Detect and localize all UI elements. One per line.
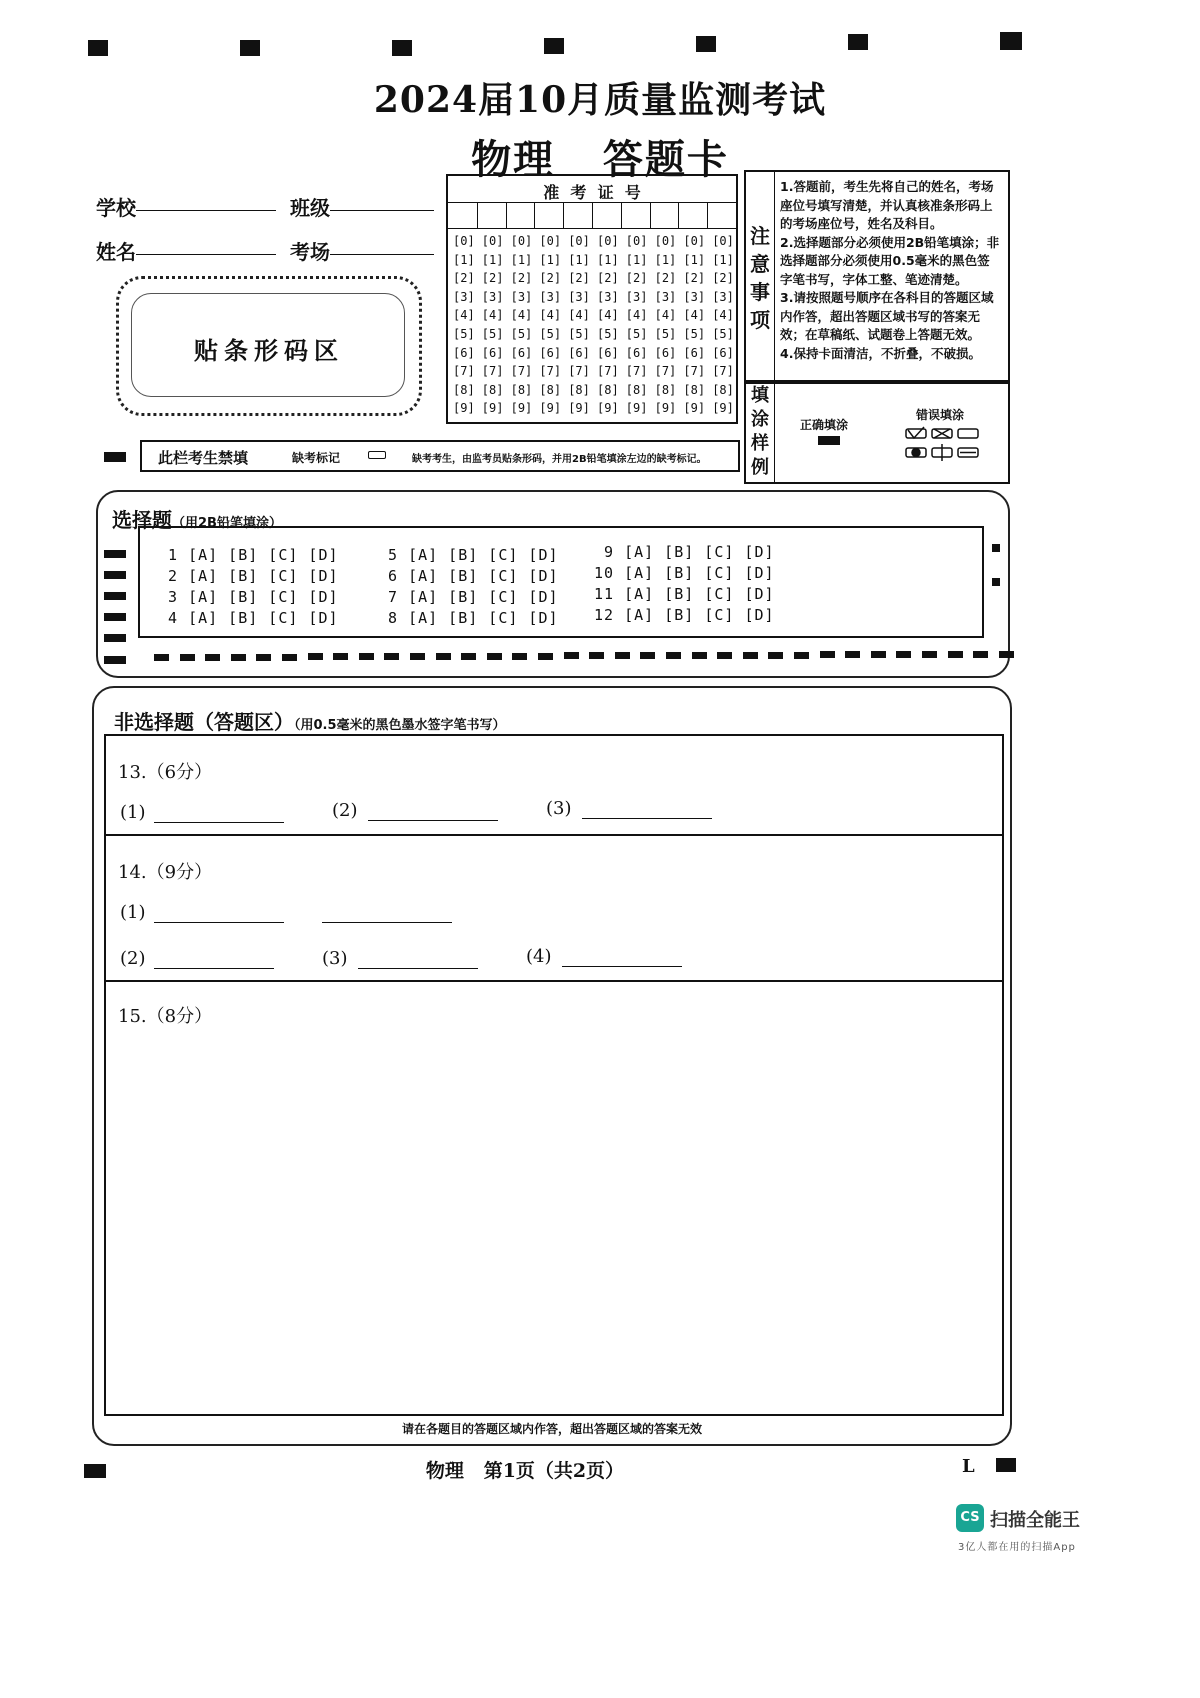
admission-column-divider [477,202,478,228]
admission-digit-bubble[interactable]: [9] [597,401,619,416]
admission-digit-bubble[interactable]: [8] [712,382,734,397]
timing-dash [256,654,271,661]
timing-dash [743,652,758,659]
admission-digit-bubble[interactable]: [2] [510,271,533,286]
admission-digit-bubble[interactable]: [6] [510,345,533,360]
correct-fill-label: 正确填涂 [800,418,849,432]
admission-digit-bubble[interactable]: [3] [625,289,648,304]
fill-side-divider [774,382,775,482]
timing-mark [104,550,126,558]
admission-digit-bubble[interactable]: [5] [625,327,648,341]
admission-digit-bubble[interactable]: [6] [625,345,648,360]
scanner-brand: 扫描全能王 [990,1510,1080,1531]
footer-corner-letter: L [962,1456,975,1477]
admission-digit-bubble[interactable]: [8] [510,382,533,397]
mc-question-row[interactable] [594,606,775,624]
admission-digit-bubble[interactable]: [5] [568,327,590,341]
admission-digit-bubble[interactable]: [0] [481,234,504,248]
admission-digit-bubble[interactable]: [9] [453,401,475,416]
q13-part-3-line[interactable] [582,818,712,819]
field-room-label: 考场 [290,240,330,264]
admission-digit-bubble[interactable]: [3] [597,289,619,304]
timing-mark [992,578,1000,586]
mc-option-bubbles[interactable]: [A] [B] [C] [D] [408,588,559,606]
admission-digit-bubble[interactable]: [9] [481,401,504,416]
admission-column-divider [563,202,564,228]
admission-digit-bubble[interactable]: [0] [654,234,677,248]
admission-digit-bubble[interactable]: [1] [625,252,648,267]
admission-digit-bubble[interactable]: [6] [568,345,590,360]
admission-digit-bubble[interactable]: [4] [625,308,648,323]
admission-digit-bubble[interactable]: [8] [625,382,648,397]
timing-dash [436,653,451,660]
timing-mark [104,656,126,664]
q13-part-1-label: (1) [120,802,146,823]
timing-dash [615,652,630,659]
admission-title: 准 考 证 号 [543,183,641,202]
field-class-line[interactable] [330,210,434,211]
notes-box [744,170,1010,384]
timing-mark [992,544,1000,552]
timing-dash [154,654,169,661]
admission-digit-bubble[interactable]: [7] [625,364,648,379]
q13-part-1-line[interactable] [154,822,284,823]
admission-digit-bubble[interactable]: [6] [453,345,475,360]
admission-digit-bubble[interactable]: [2] [539,271,562,286]
q13-part-2-label: (2) [332,800,358,821]
mc-question-number: 7 [388,588,399,606]
admission-digit-bubble[interactable]: [5] [712,327,734,341]
timing-mark [996,1458,1016,1472]
admission-digit-bubble[interactable]: [3] [510,289,533,304]
admission-digit-bubble[interactable]: [2] [568,271,590,286]
admission-digit-bubble[interactable]: [3] [654,289,677,304]
admission-digit-bubble[interactable]: [1] [712,252,734,267]
notes-text [780,178,1002,363]
admission-digit-bubble[interactable]: [1] [597,252,619,267]
field-school-line[interactable] [136,210,276,211]
admission-digit-bubble[interactable]: [1] [510,252,533,267]
mc-question-number: 9 [604,543,615,561]
timing-dash [896,651,911,658]
timing-mark [696,36,716,52]
mc-option-bubbles[interactable]: [A] [B] [C] [D] [188,609,339,627]
q14-part-4-line[interactable] [562,966,682,967]
mc-question-number: 1 [168,546,179,564]
timing-dash [231,654,246,661]
admission-digit-bubble[interactable]: [1] [481,252,504,267]
barcode-label: 贴条形码区 [194,337,344,365]
wrong-fill-samples [904,426,988,466]
note-item: 1.答题前，考生先将自己的姓名，考场座位号填写清楚，并认真核准条形码上的考场座位号，姓名及科目。 [780,179,994,231]
absent-mark-label: 缺考标记 [292,451,341,465]
admission-digit-bubble[interactable]: [9] [510,401,533,416]
admission-digit-bubble[interactable]: [1] [539,252,562,267]
admission-digit-bubble[interactable]: [7] [712,364,734,379]
admission-digit-bubble[interactable]: [5] [539,327,562,341]
admission-digit-bubble[interactable]: [3] [568,289,590,304]
admission-digit-bubble[interactable]: [2] [597,271,619,286]
admission-digit-bubble[interactable]: [4] [712,308,734,323]
field-school-label: 学校 [96,196,136,220]
timing-mark [104,571,126,579]
written-title-text: 非选择题（答题区） [114,710,294,734]
written-footer-warning: 请在各题目的答题区域内作答，超出答题区域的答案无效 [401,1422,702,1436]
q15-label: 15.（8分） [118,1006,213,1027]
admission-digit-bubble[interactable]: [0] [568,234,590,248]
admission-digit-bubble[interactable]: [0] [597,234,619,248]
admission-digit-bubble[interactable]: [6] [481,345,504,360]
mc-title-text: 选择题 [112,508,172,532]
wrong-fill-label: 错误填涂 [916,408,965,422]
admission-digit-bubble[interactable]: [9] [683,401,706,416]
timing-dash [308,653,323,660]
field-room-line[interactable] [330,254,434,255]
timing-dash [282,654,297,661]
admission-digit-bubble[interactable]: [7] [510,364,533,379]
timing-mark [848,34,868,50]
admission-digit-bubble[interactable]: [0] [625,234,648,248]
barcode-area [116,276,422,416]
timing-dash [845,651,860,658]
timing-dash [768,652,783,659]
field-name-line[interactable] [136,254,276,255]
timing-dash [820,651,835,658]
admission-digit-bubble[interactable]: [3] [481,289,504,304]
timing-dash [999,651,1014,658]
admission-digit-bubble[interactable]: [5] [510,327,533,341]
admission-digit-bubble[interactable]: [7] [539,364,562,379]
mc-question-row[interactable] [388,546,559,564]
timing-dash [333,653,348,660]
mc-question-row[interactable] [388,609,559,627]
mc-question-row[interactable] [388,567,559,585]
absent-mark-checkbox[interactable] [368,451,386,459]
admission-digit-bubble[interactable]: [2] [453,271,475,286]
page-footer: 物理 第1页（共2页） [425,1460,625,1482]
mc-option-bubbles[interactable]: [A] [B] [C] [D] [624,606,775,624]
exam-title: 2024届10月质量监测考试 [373,79,827,121]
proctor-label: 此栏考生禁填 [158,449,249,467]
admission-digit-bubble[interactable]: [5] [481,327,504,341]
q14-divider [106,980,1002,982]
admission-digit-bubble[interactable]: [8] [597,382,619,397]
written-hint: （用0.5毫米的黑色墨水签字笔书写） [294,718,506,733]
admission-digit-bubble[interactable]: [6] [539,345,562,360]
timing-mark [240,40,260,56]
timing-dash [871,651,886,658]
admission-digit-bubble[interactable]: [8] [539,382,562,397]
scanner-logo: CS [956,1504,984,1532]
timing-dash [564,652,579,659]
mc-option-bubbles[interactable]: [A] [B] [C] [D] [408,609,559,627]
mc-question-row[interactable] [604,543,775,561]
admission-digit-bubble[interactable]: [6] [654,345,677,360]
admission-column-divider [678,202,679,228]
admission-digit-bubble[interactable]: [6] [712,345,734,360]
note-item: 4.保持卡面清洁，不折叠，不破损。 [780,345,981,361]
written-title [114,706,506,735]
admission-digit-bubble[interactable]: [9] [712,401,734,416]
timing-dash [692,652,707,659]
mc-question-number: 10 [594,564,615,582]
admission-digit-bubble[interactable]: [7] [453,364,475,379]
admission-digit-bubble[interactable]: [5] [597,327,619,341]
admission-digit-bubble[interactable]: [4] [539,308,562,323]
mc-question-number: 4 [168,609,179,627]
mc-question-number: 3 [168,588,179,606]
mc-question-number: 6 [388,567,399,585]
mc-question-row[interactable] [168,567,339,585]
mc-question-row[interactable] [168,588,339,606]
mc-question-number: 12 [594,606,615,624]
mc-question-row[interactable] [594,585,775,603]
admission-digit-bubble[interactable]: [0] [712,234,734,248]
notes-side-label: 注意事项 [750,224,770,332]
admission-digit-bubble[interactable]: [4] [510,308,533,323]
correct-fill-sample [818,436,840,445]
admission-digit-bubble[interactable]: [9] [625,401,648,416]
fill-side-label: 填涂样例 [751,385,769,478]
mc-question-number: 8 [388,609,399,627]
admission-digit-bubble[interactable]: [6] [597,345,619,360]
admission-digit-bubble[interactable]: [4] [568,308,590,323]
timing-mark [104,592,126,600]
timing-mark [104,634,126,642]
mc-option-bubbles[interactable]: [A] [B] [C] [D] [408,567,559,585]
mc-question-row[interactable] [168,609,339,627]
admission-digit-bubble[interactable]: [9] [654,401,677,416]
admission-digit-bubble[interactable]: [9] [568,401,590,416]
admission-digit-bubble[interactable]: [8] [654,382,677,397]
admission-digit-bubble[interactable]: [0] [539,234,562,248]
mc-hint: （用2B铅笔填涂） [172,516,282,531]
mc-option-bubbles[interactable]: [A] [B] [C] [D] [188,588,339,606]
timing-dash [922,651,937,658]
timing-mark [104,613,126,621]
mc-option-bubbles[interactable]: [A] [B] [C] [D] [624,564,775,582]
admission-digit-bubble[interactable]: [2] [481,271,504,286]
notes-side-divider [774,172,775,382]
note-item: 3.请按照题号顺序在各科目的答题区域内作答，超出答题区域书写的答案无效；在草稿纸、试题卷上答题无效。 [780,290,994,342]
field-class-label: 班级 [290,196,330,220]
admission-digit-bubble[interactable]: [3] [539,289,562,304]
admission-digit-bubble[interactable]: [8] [568,382,590,397]
card-title: 物理 答题卡 [471,136,729,183]
admission-digit-bubble[interactable]: [2] [683,271,706,286]
admission-digit-bubble[interactable]: [4] [654,308,677,323]
admission-digit-bubble[interactable]: [0] [453,234,475,248]
admission-digit-bubble[interactable]: [7] [654,364,677,379]
mc-option-bubbles[interactable]: [A] [B] [C] [D] [408,546,559,564]
timing-dash [717,652,732,659]
admission-digit-bubble[interactable]: [1] [453,252,475,267]
timing-dash [794,652,809,659]
mc-option-bubbles[interactable]: [A] [B] [C] [D] [188,546,339,564]
admission-digit-bubble[interactable]: [3] [453,289,475,304]
timing-mark [392,40,412,56]
admission-digit-bubble[interactable]: [3] [712,289,734,304]
admission-digit-bubble[interactable]: [7] [481,364,504,379]
timing-dash [640,652,655,659]
admission-digit-bubble[interactable]: [1] [568,252,590,267]
q13-part-2-line[interactable] [368,820,498,821]
admission-digit-bubble[interactable]: [7] [597,364,619,379]
mc-question-row[interactable] [594,564,775,582]
timing-dash [666,652,681,659]
q14-part-3-label: (3) [322,948,348,969]
timing-dash [973,651,988,658]
mc-option-bubbles[interactable]: [A] [B] [C] [D] [188,567,339,585]
admission-digit-bubble[interactable]: [7] [568,364,590,379]
admission-digit-bubble[interactable]: [8] [481,382,504,397]
timing-dash [538,653,553,660]
timing-dash [180,654,195,661]
timing-dash [384,653,399,660]
admission-column-divider [650,202,651,228]
mc-question-number: 11 [594,585,615,603]
admission-column-divider [506,202,507,228]
timing-dash [359,653,374,660]
admission-digit-bubble[interactable]: [2] [712,271,734,286]
admission-digit-bubble[interactable]: [5] [683,327,706,341]
written-section [92,686,1012,1446]
mc-question-row[interactable] [168,546,339,564]
admission-digit-bubble[interactable]: [9] [539,401,562,416]
q15-answer-area[interactable] [106,984,1002,1414]
admission-digit-bubble[interactable]: [5] [654,327,677,341]
field-name-label: 姓名 [96,240,136,264]
admission-write-divider [448,228,736,229]
timing-dash [461,653,476,660]
scanner-tagline: 3亿人都在用的扫描App [958,1542,1076,1553]
q14-part-2-label: (2) [120,948,146,969]
absent-note: 缺考考生，由监考员贴条形码，并用2B铅笔填涂左边的缺考标记。 [412,454,707,465]
admission-digit-bubble[interactable]: [2] [625,271,648,286]
answer-frame [104,734,1004,1416]
admission-digit-bubble[interactable]: [6] [683,345,706,360]
timing-dash [487,653,502,660]
q14-part-4-label: (4) [526,946,552,967]
admission-digit-bubble[interactable]: [5] [453,327,475,341]
timing-dash [410,653,425,660]
timing-dash [512,653,527,660]
q14-label: 14.（9分） [118,862,213,883]
q14-part-1-line-b[interactable] [322,922,452,923]
admission-digit-bubble[interactable]: [3] [683,289,706,304]
timing-mark [88,40,108,56]
admission-column-divider [621,202,622,228]
timing-mark [544,38,564,54]
admission-column-divider [534,202,535,228]
q13-part-3-label: (3) [546,798,572,819]
timing-dash [205,654,220,661]
mc-question-number: 5 [388,546,399,564]
admission-column-divider [707,202,708,228]
admission-digit-bubble[interactable]: [1] [654,252,677,267]
admission-digit-bubble[interactable]: [4] [453,308,475,323]
mc-option-bubbles[interactable]: [A] [B] [C] [D] [624,543,775,561]
admission-digit-bubble[interactable]: [4] [683,308,706,323]
timing-dash [589,652,604,659]
admission-digit-bubble[interactable]: [4] [481,308,504,323]
q14-part-1-line-a[interactable] [154,922,284,923]
admission-digit-bubble[interactable]: [8] [683,382,706,397]
admission-digit-bubble[interactable]: [4] [597,308,619,323]
fill-sample-box [744,380,1010,484]
proctor-box [140,440,740,472]
admission-digit-bubble[interactable]: [0] [683,234,706,248]
timing-mark [1000,32,1022,50]
admission-number-grid [446,174,738,424]
mc-section [96,490,1010,678]
admission-digit-bubble[interactable]: [7] [683,364,706,379]
admission-digit-bubble[interactable]: [1] [683,252,706,267]
q14-part-1-label: (1) [120,902,146,923]
note-item: 2.选择题部分必须使用2B铅笔填涂；非选择题部分必须使用0.5毫米的黑色签字笔书写，字体工整、笔迹清楚。 [780,234,1000,287]
q14-part-3-line[interactable] [358,968,478,969]
q13-label: 13.（6分） [118,762,213,783]
mc-question-row[interactable] [388,588,559,606]
admission-digit-bubble[interactable]: [2] [654,271,677,286]
q13-divider [106,834,1002,836]
admission-digit-bubble[interactable]: [8] [453,382,475,397]
admission-digit-bubble[interactable]: [0] [510,234,533,248]
timing-dash [948,651,963,658]
timing-mark [104,452,126,462]
q14-part-2-line[interactable] [154,968,274,969]
mc-option-bubbles[interactable]: [A] [B] [C] [D] [624,585,775,603]
mc-question-number: 2 [168,567,179,585]
admission-column-divider [592,202,593,228]
